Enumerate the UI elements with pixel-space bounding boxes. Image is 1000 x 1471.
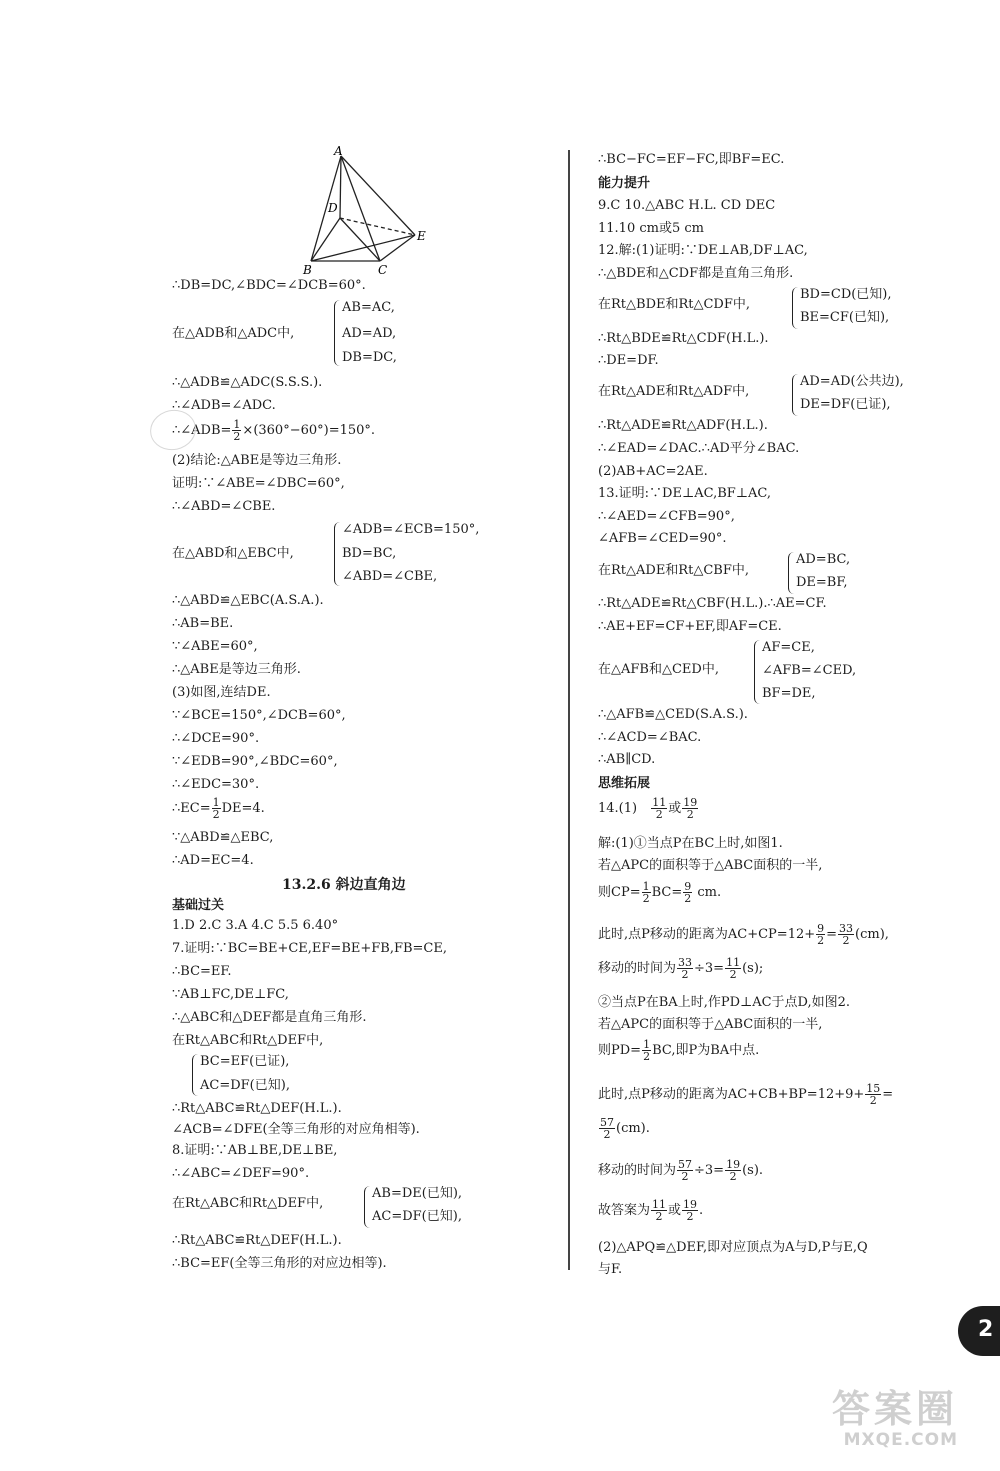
text-line: ∴∠ACD=∠BAC.: [598, 730, 702, 745]
text-line: ∴Rt△ADE≌Rt△CBF(H.L.).∴AE=CF.: [598, 596, 827, 611]
text-segment: BC=: [651, 885, 683, 900]
text-line: ∴∠EAD=∠DAC.∴AD平分∠BAC.: [598, 441, 800, 456]
text-line: (3)如图,连结DE.: [172, 685, 271, 700]
text-line: 12.解:(1)证明:∵DE⊥AB,DF⊥AC,: [598, 243, 808, 258]
text-line: ∴AE+EF=CF+EF,即AF=CE.: [598, 619, 782, 634]
fraction: $\frac{15}{2}$: [866, 1082, 881, 1107]
text-line: ∵△ABD≌△EBC,: [172, 830, 274, 845]
text-line: [598, 956, 763, 982]
text-line: [598, 1038, 759, 1064]
text-line: 若△APC的面积等于△ABC面积的一半,: [598, 858, 823, 873]
text-line: (2)结论:△ABE是等边三角形.: [172, 453, 342, 468]
text-line: 7.证明:∵BC=BE+CE,EF=BE+FB,FB=CE,: [172, 941, 447, 956]
text-line: ∠ADB=∠ECB=150°,: [342, 522, 480, 537]
text-line: ∠AFB=∠CED,: [762, 663, 857, 678]
text-line: [598, 1082, 893, 1108]
text-line: ∴∠ABC=∠DEF=90°.: [172, 1166, 310, 1181]
fraction: $\frac{1}{2}$: [643, 1038, 651, 1063]
text-line: 证明:∵∠ABE=∠DBC=60°,: [172, 476, 345, 491]
text-line: ∴DB=DC,∠BDC=∠DCB=60°.: [172, 278, 366, 293]
section-heading: 基础过关: [172, 898, 225, 913]
text-line: 9.C 10.△ABC H.L. CD DEC: [598, 198, 776, 213]
fraction: $\frac{19}{2}$: [683, 1198, 698, 1223]
system-brace: [754, 640, 761, 704]
text-line: DE=DF(已证),: [800, 397, 891, 412]
text-line: ∴Rt△BDE≌Rt△CDF(H.L.).: [598, 331, 769, 346]
fraction: $\frac{57}{2}$: [678, 1158, 693, 1183]
text-line: 在Rt△ADE和Rt△ADF中,: [598, 384, 750, 399]
text-segment: 14.(1): [598, 801, 638, 816]
fraction: $\frac{57}{2}$: [600, 1116, 614, 1141]
fraction: $\frac{11}{2}$: [726, 956, 741, 981]
system-brace: [364, 1186, 371, 1228]
text-line: ∵∠EDB=90°,∠BDC=60°,: [172, 754, 338, 769]
text-line: [172, 796, 265, 822]
text-line: 1.D 2.C 3.A 4.C 5.5 6.40°: [172, 918, 339, 933]
system-brace: [792, 287, 799, 329]
text-line: (2)AB+AC=2AE.: [598, 464, 708, 479]
text-line: ∴△ABE是等边三角形.: [172, 662, 301, 677]
text-segment: ∴∠ADB=: [172, 423, 232, 438]
text-line: ②当点P在BA上时,作PD⊥AC于点D,如图2.: [598, 995, 851, 1010]
text-line: 11.10 cm或5 cm: [598, 221, 704, 236]
column-divider: [568, 150, 570, 1270]
text-line: ∴△BDE和△CDF都是直角三角形.: [598, 266, 794, 281]
watermark-url: MXQE.COM: [843, 1430, 959, 1450]
vertex-label-b: B: [303, 263, 312, 277]
vertex-label-a: A: [334, 144, 343, 158]
text-segment: 故答案为: [598, 1203, 651, 1218]
text-line: ∴∠ADB=∠ADC.: [172, 398, 276, 413]
fraction: $\frac{1}{2}$: [233, 418, 241, 443]
fraction: $\frac{33}{2}$: [678, 956, 693, 981]
geometry-figure: [300, 140, 440, 280]
text-segment: 则CP=: [598, 885, 641, 900]
text-segment: ×(360°−60°)=150°.: [242, 423, 376, 438]
text-line: 8.证明:∵AB⊥BE,DE⊥BE,: [172, 1143, 338, 1158]
text-line: ∴BC=EF(全等三角形的对应边相等).: [172, 1256, 387, 1271]
text-segment: ÷3=: [694, 961, 725, 976]
text-segment: ∴EC=: [172, 801, 211, 816]
vertex-label-e: E: [417, 229, 426, 243]
page-number: 2: [978, 1317, 994, 1342]
text-line: 解:(1)①当点P在BC上时,如图1.: [598, 836, 783, 851]
fraction: $\frac{11}{2}$: [652, 1198, 667, 1223]
text-line: ∴Rt△ADE≌Rt△ADF(H.L.).: [598, 418, 768, 433]
text-line: 与F.: [598, 1262, 623, 1277]
text-line: ∴∠ABD=∠CBE.: [172, 499, 276, 514]
text-line: ∴△ADB≌△ADC(S.S.S.).: [172, 375, 323, 390]
text-line: 在Rt△ABC和Rt△DEF中,: [172, 1196, 324, 1211]
text-line: [598, 1116, 650, 1142]
text-segment: 此时,点P移动的距离为AC+CP=12+: [598, 927, 816, 942]
text-line: BE=CF(已知),: [800, 310, 890, 325]
text-line: ∴∠AED=∠CFB=90°,: [598, 509, 735, 524]
text-line: ∠AFB=∠CED=90°.: [598, 531, 727, 546]
text-line: 若△APC的面积等于△ABC面积的一半,: [598, 1017, 823, 1032]
text-line: AF=CE,: [762, 640, 815, 655]
text-line: ∴△AFB≌△CED(S.A.S.).: [598, 707, 748, 722]
text-line: AB=DE(已知),: [372, 1186, 463, 1201]
text-line: 在Rt△ADE和Rt△CBF中,: [598, 563, 749, 578]
system-brace: [192, 1054, 199, 1096]
text-segment: .: [699, 1203, 704, 1218]
fraction: $\frac{19}{2}$: [726, 1158, 741, 1183]
text-line: ∵∠BCE=150°,∠DCB=60°,: [172, 708, 346, 723]
site-watermark: [832, 1388, 958, 1450]
section-heading: 思维拓展: [598, 776, 651, 791]
text-segment: 此时,点P移动的距离为AC+CB+BP=12+9+: [598, 1087, 865, 1102]
text-segment: 移动的时间为: [598, 1163, 677, 1178]
text-line: [598, 880, 721, 906]
watermark-logo-text: 答案圈: [832, 1387, 959, 1431]
text-line: AB=AC,: [342, 300, 395, 315]
text-line: [172, 418, 375, 444]
text-line: 在△ADB和△ADC中,: [172, 326, 295, 341]
text-segment: 移动的时间为: [598, 961, 677, 976]
text-line: 在△ABD和△EBC中,: [172, 546, 294, 561]
text-line: [598, 796, 699, 822]
text-segment: ÷3=: [694, 1163, 725, 1178]
text-segment: BC,即P为BA中点.: [652, 1043, 760, 1058]
vertex-label-c: C: [378, 263, 388, 277]
fraction: $\frac{33}{2}$: [839, 922, 854, 947]
system-brace: [792, 374, 799, 416]
text-segment: =: [826, 927, 838, 942]
system-brace: [334, 522, 341, 586]
text-line: 在△AFB和△CED中,: [598, 662, 719, 677]
text-line: ∴∠DCE=90°.: [172, 731, 260, 746]
text-line: 在Rt△BDE和Rt△CDF中,: [598, 297, 751, 312]
text-line: AD=AD,: [342, 326, 397, 341]
text-line: AD=BC,: [796, 552, 851, 567]
text-segment: 或: [668, 1203, 682, 1218]
text-line: BD=CD(已知),: [800, 287, 892, 302]
text-segment: (s);: [742, 961, 764, 976]
text-line: DB=DC,: [342, 350, 397, 365]
text-line: [598, 1158, 763, 1184]
fraction: $\frac{19}{2}$: [683, 796, 698, 821]
text-line: DE=BF,: [796, 575, 848, 590]
text-line: 在Rt△ABC和Rt△DEF中,: [172, 1033, 324, 1048]
text-line: BF=DE,: [762, 686, 816, 701]
text-line: ∴∠EDC=30°.: [172, 777, 260, 792]
text-line: AC=DF(已知),: [372, 1209, 462, 1224]
system-brace: [334, 300, 341, 366]
text-segment: cm.: [697, 885, 722, 900]
text-line: ∴AB=BE.: [172, 616, 234, 631]
page-number-tab: [958, 1306, 1000, 1356]
text-segment: (cm).: [616, 1121, 650, 1136]
text-line: AD=AD(公共边),: [800, 374, 904, 389]
fraction: $\frac{1}{2}$: [642, 880, 650, 905]
text-line: ∠ACB=∠DFE(全等三角形的对应角相等).: [172, 1122, 420, 1137]
text-line: (2)△APQ≌△DEF,即对应顶点为A与D,P与E,Q: [598, 1240, 868, 1255]
text-line: ∵∠ABE=60°,: [172, 639, 258, 654]
vertex-label-d: D: [328, 201, 338, 215]
fraction: $\frac{9}{2}$: [684, 880, 692, 905]
text-line: ∵AB⊥FC,DE⊥FC,: [172, 987, 289, 1002]
text-line: ∴Rt△ABC≌Rt△DEF(H.L.).: [172, 1101, 342, 1116]
text-line: [598, 1198, 703, 1224]
fraction: $\frac{11}{2}$: [652, 796, 667, 821]
section-heading: 能力提升: [598, 176, 651, 191]
text-line: ∴△ABC和△DEF都是直角三角形.: [172, 1010, 367, 1025]
system-brace: [788, 552, 795, 594]
text-line: ∴△ABD≌△EBC(A.S.A.).: [172, 593, 324, 608]
text-line: ∴BC−FC=EF−FC,即BF=EC.: [598, 152, 785, 167]
text-segment: (cm),: [855, 927, 889, 942]
fraction: $\frac{1}{2}$: [212, 796, 220, 821]
text-line: AC=DF(已知),: [200, 1078, 290, 1093]
text-line: [598, 922, 889, 948]
text-segment: 则PD=: [598, 1043, 642, 1058]
text-line: BC=EF(已证),: [200, 1054, 290, 1069]
text-segment: =: [882, 1087, 894, 1102]
text-segment: 或: [668, 801, 682, 816]
text-segment: DE=4.: [221, 801, 265, 816]
text-line: ∴Rt△ABC≌Rt△DEF(H.L.).: [172, 1233, 342, 1248]
fraction: $\frac{9}{2}$: [817, 922, 825, 947]
text-line: BD=BC,: [342, 546, 397, 561]
text-line: ∴BC=EF.: [172, 964, 232, 979]
text-line: ∴AB∥CD.: [598, 752, 656, 767]
text-line: 13.证明:∵DE⊥AC,BF⊥AC,: [598, 486, 771, 501]
text-line: ∴AD=EC=4.: [172, 853, 254, 868]
text-line: ∴DE=DF.: [598, 353, 659, 368]
text-line: ∠ABD=∠CBE,: [342, 569, 438, 584]
section-title: 13.2.6 斜边直角边: [282, 877, 406, 893]
text-segment: (s).: [742, 1163, 764, 1178]
